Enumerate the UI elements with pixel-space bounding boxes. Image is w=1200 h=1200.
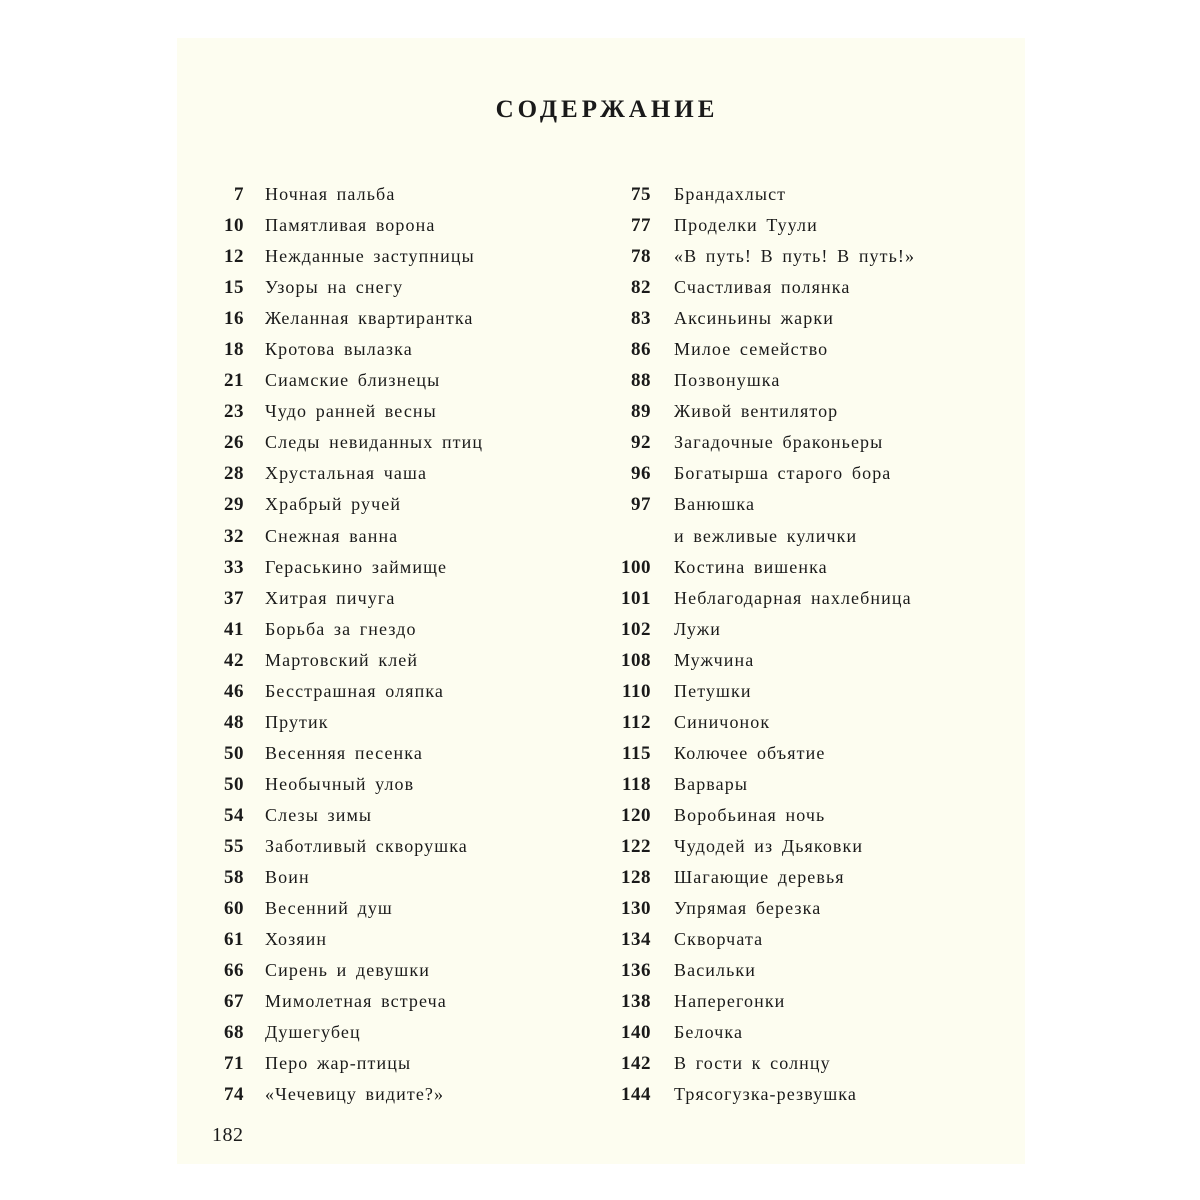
toc-entry-title: «Чечевицу видите?» [265, 1084, 445, 1105]
toc-page-number: 15 [224, 277, 244, 299]
toc-page-number: 61 [224, 929, 244, 951]
toc-page-number: 120 [621, 804, 651, 826]
toc-entry-title: Хозяин [265, 929, 328, 950]
toc-entry-title: Брандахлыст [674, 184, 787, 204]
toc-entry-title: Ванюшка [674, 494, 756, 515]
toc-page-number: 32 [224, 525, 244, 547]
toc-entry-title: Сирень и девушки [265, 960, 430, 981]
toc-entry-title: Васильки [674, 960, 756, 981]
toc-entry-title: Воробьиная ночь [674, 804, 826, 825]
toc-entry-title: Заботливый скворушка [265, 835, 468, 856]
toc-entry-title: Перо жар-птицы [265, 1053, 412, 1074]
toc-entry-title: Колючее объятие [674, 742, 826, 763]
toc-entry-title: Позвонушка [674, 370, 781, 391]
toc-entry-title: Мужчина [674, 649, 755, 670]
toc-entry-title: Хитрая пичуга [265, 587, 396, 608]
toc-page-number: 21 [224, 370, 244, 392]
toc-page-number: 37 [224, 587, 244, 609]
toc-entry-title: Весенний душ [265, 898, 393, 919]
toc-page-number: 55 [224, 835, 244, 857]
toc-page-number: 60 [224, 898, 244, 920]
toc-entry-title: Петушки [674, 680, 752, 701]
toc-page-number: 92 [631, 432, 651, 454]
book-page [177, 38, 1025, 1164]
toc-page-number: 96 [631, 463, 651, 485]
toc-page-number: 102 [621, 618, 651, 640]
toc-entry-title: Необычный улов [265, 773, 415, 794]
toc-page-number: 134 [621, 929, 651, 951]
toc-entry-title: Прутик [265, 711, 329, 732]
toc-page-number: 77 [631, 215, 651, 237]
toc-page-number: 112 [622, 711, 651, 733]
toc-page-number: 75 [631, 184, 651, 205]
toc-page-number: 71 [224, 1053, 244, 1075]
toc-page-number: 50 [224, 742, 244, 764]
toc-page-number: 48 [224, 711, 244, 733]
toc-entry-title: Весенняя песенка [265, 742, 423, 763]
toc-page-number: 74 [224, 1084, 244, 1106]
toc-entry-title: Трясогузка-резвушка [674, 1084, 857, 1105]
toc-page-number: 140 [621, 1022, 651, 1044]
toc-page-number: 78 [631, 246, 651, 268]
toc-entry-title: Мимолетная встреча [265, 991, 447, 1012]
toc-page-number: 46 [224, 680, 244, 702]
toc-page-number: 89 [631, 401, 651, 423]
toc-page-number: 108 [621, 649, 651, 671]
toc-entry-title: Чудо ранней весны [265, 401, 437, 422]
toc-entry-title: Нежданные заступницы [265, 246, 475, 267]
toc-entry-title: Кротова вылазка [265, 339, 413, 360]
toc-entry-title: Мартовский клей [265, 649, 419, 670]
toc-page-number: 100 [621, 556, 651, 578]
toc-page-number: 82 [631, 277, 651, 299]
toc-entry-title: Бесстрашная оляпка [265, 680, 445, 701]
toc-entry-title: Живой вентилятор [674, 401, 839, 422]
toc-entry-title: Узоры на снегу [265, 277, 404, 298]
toc-entry-title: Наперегонки [674, 991, 786, 1012]
toc-page-number: 12 [224, 246, 244, 268]
toc-page-number: 33 [224, 556, 244, 578]
page-title: СОДЕРЖАНИЕ [495, 96, 719, 123]
toc-page-number: 7 [234, 184, 244, 205]
toc-entry-title: В гости к солнцу [674, 1053, 831, 1074]
toc-page-number: 110 [622, 680, 651, 702]
toc-entry-title: Душегубец [265, 1022, 361, 1043]
toc-entry-title: «В путь! В путь! В путь!» [674, 246, 916, 267]
toc-page-number: 26 [224, 432, 244, 454]
toc-page-number: 29 [224, 494, 244, 516]
toc-entry-title: Белочка [674, 1022, 744, 1043]
toc-entry-title: Слезы зимы [265, 804, 373, 825]
toc-page-number: 88 [631, 370, 651, 392]
toc-page-number: 128 [621, 867, 651, 889]
toc-page-number: 50 [224, 773, 244, 795]
toc-entry-title: Ночная пальба [265, 184, 396, 204]
toc-entry-title: Гераськино займище [265, 556, 448, 577]
toc-entry-title: Варвары [674, 773, 749, 794]
toc-page-number: 86 [631, 339, 651, 361]
toc-entry-title: Синичонок [674, 711, 771, 732]
toc-page-number: 130 [621, 898, 651, 920]
toc-entry-title: Храбрый ручей [265, 494, 402, 515]
toc-page-number: 122 [621, 835, 651, 857]
toc-page-number: 10 [224, 215, 244, 237]
toc-entry-title: Шагающие деревья [674, 867, 845, 888]
toc-page-number: 42 [224, 649, 244, 671]
toc-page-number: 18 [224, 339, 244, 361]
toc-entry-title: Следы невиданных птиц [265, 432, 484, 453]
toc-page-number: 144 [621, 1084, 651, 1106]
toc-entry-title: Богатырша старого бора [674, 463, 892, 484]
toc-page-number: 142 [621, 1053, 651, 1075]
toc-entry-title: Счастливая полянка [674, 277, 851, 298]
toc-entry-title: Милое семейство [674, 339, 829, 360]
toc-page-number: 136 [621, 960, 651, 982]
toc-entry-title: Упрямая березка [674, 898, 822, 919]
toc-entry-title: Аксиньины жарки [674, 308, 834, 329]
toc-page-number: 138 [621, 991, 651, 1013]
toc-entry-title: Скворчата [674, 929, 764, 950]
toc-page-number: 54 [224, 804, 244, 826]
toc-page-number: 68 [224, 1022, 244, 1044]
toc-page-number: 83 [631, 308, 651, 330]
toc-entry-title: Неблагодарная нахлебница [674, 587, 912, 608]
toc-entry-title: Воин [265, 867, 310, 888]
toc-entry-title: Костина вишенка [674, 556, 828, 577]
page-number: 182 [212, 1124, 244, 1146]
toc-page-number: 97 [631, 494, 651, 516]
toc-page-number: 41 [224, 618, 244, 640]
toc-page-number: 28 [224, 463, 244, 485]
toc-entry-title: Памятливая ворона [265, 215, 436, 236]
toc-page-number: 118 [622, 773, 651, 795]
toc-entry-title: Борьба за гнездо [265, 618, 417, 639]
toc-entry-title: Снежная ванна [265, 525, 399, 546]
toc-entry-title: Хрустальная чаша [265, 463, 428, 484]
toc-entry-title: Загадочные браконьеры [674, 432, 884, 453]
toc-page-number: 23 [224, 401, 244, 423]
toc-entry-title: Желанная квартирантка [265, 308, 474, 329]
toc-entry-title: Чудодей из Дьяковки [674, 835, 864, 856]
toc-page-number: 67 [224, 991, 244, 1013]
toc-entry-title: Сиамские близнецы [265, 370, 441, 391]
toc-page-number: 58 [224, 867, 244, 889]
toc-entry-title: Лужи [674, 618, 721, 639]
toc-page-number: 115 [622, 742, 651, 764]
toc-page-number: 16 [224, 308, 244, 330]
toc-entry-title: Проделки Туули [674, 215, 818, 236]
toc-page-number: 66 [224, 960, 244, 982]
toc-page-number: 101 [621, 587, 651, 609]
toc-entry-title: и вежливые кулички [674, 525, 858, 546]
